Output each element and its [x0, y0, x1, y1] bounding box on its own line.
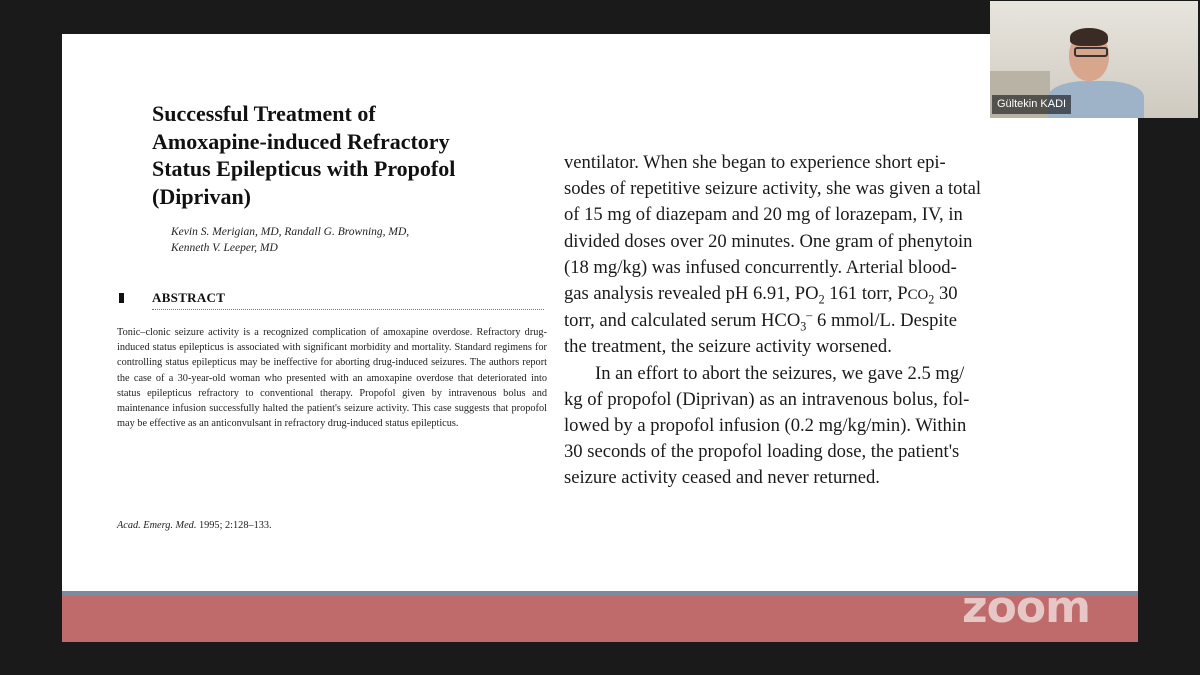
paper-authors: Kevin S. Merigian, MD, Randall G. Browning, MD, Kenneth V. Leeper, MD	[171, 226, 410, 254]
presenter-glasses	[1074, 47, 1108, 57]
text-fragment: O	[805, 283, 819, 305]
body-line-blood-gas	[564, 281, 1079, 308]
participant-name-label: Gültekin KADI	[992, 95, 1071, 114]
body-line: the treatment, the seizure activity worsened.	[564, 336, 892, 358]
superscript: –	[806, 308, 813, 323]
citation-journal: Acad. Emerg. Med.	[117, 520, 197, 531]
citation	[117, 520, 547, 531]
abstract-divider	[152, 309, 544, 310]
body-line: sodes of repetitive seizure activity, she was given a total	[564, 178, 982, 200]
text-fragment: 161 torr, P	[824, 283, 908, 305]
shared-screen-slide	[62, 34, 1138, 642]
text-fragment: 6 mmol/L. Despite	[812, 310, 957, 332]
presenter-hair	[1070, 28, 1108, 46]
body-line: 30 seconds of the propofol loading dose, the patient's	[564, 441, 960, 463]
text-fragment: torr, and calculated serum HCO	[564, 310, 801, 332]
abstract-heading: ABSTRACT	[152, 290, 226, 305]
subscript: 3	[800, 319, 807, 334]
text-fragment: gas analysis revealed pH 6.91, P	[564, 283, 806, 305]
abstract-marker-icon	[119, 293, 124, 303]
participant-video-tile[interactable]	[990, 1, 1198, 118]
text-fragment: 30	[934, 283, 958, 305]
abstract-body	[117, 325, 547, 431]
article-body-column	[564, 150, 1079, 492]
body-line: seizure activity ceased and never returned.	[564, 467, 880, 489]
body-line: kg of propofol (Diprivan) as an intravenous bolus, fol-	[564, 388, 970, 410]
body-line: (18 mg/kg) was infused concurrently. Arterial blood-	[564, 256, 957, 278]
paper-title: Successful Treatment of Amoxapine-induced Refractory Status Epilepticus with Propofol (Diprivan)	[152, 101, 456, 209]
text-fragment: CO	[907, 287, 929, 304]
citation-details: 1995; 2:128–133.	[196, 520, 272, 531]
subscript: 2	[928, 292, 935, 307]
body-line: of 15 mg of diazepam and 20 mg of lorazepam, IV, in	[564, 204, 963, 226]
zoom-logo-watermark: zoom	[962, 582, 1090, 633]
body-line: divided doses over 20 minutes. One gram of phenytoin	[564, 230, 973, 252]
body-line: lowed by a propofol infusion (0.2 mg/kg/min). Within	[564, 415, 967, 437]
body-line: In an effort to abort the seizures, we gave 2.5 mg/	[595, 362, 965, 384]
body-line: ventilator. When she began to experience short epi-	[564, 152, 946, 173]
abstract-text: Tonic–clonic seizure activity is a recognized complication of amoxapine overdose. Refractory drug-induced status epilepticus is associated with significant morbidity and mortality. Standard regimens for controlling status epilepticus may be ineffective for aborting drug-induced seizures. The authors report the case of a 30-year-old woman who presented with an amoxapine overdose that deteriorated into status epilepticus refractory to conventional therapy. Propofol given by intravenous bolus and maintenance infusion successfully halted the patient's seizure activity. This case suggests that propofol may be effective as an anticonvulsant in refractory drug-induced status epilepticus.	[117, 327, 547, 430]
subscript: 2	[818, 292, 825, 307]
body-line-bicarbonate	[564, 308, 1079, 334]
